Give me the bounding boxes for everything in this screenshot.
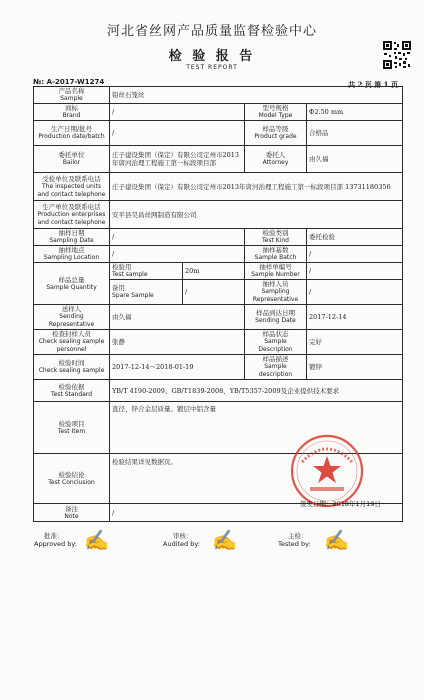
sampling-rep-label: 抽样人员 Sampling Representative [245,280,307,305]
sample-batch-value: / [307,246,403,263]
production-date-value: / [110,121,245,146]
table-row [34,305,403,330]
spare-sample-label: 备用 Spare Sample [110,280,183,305]
check-time-value: 2017-12-14～2018-01-19 [110,355,245,380]
test-kind-label: 检验类别 Test Kind [245,229,307,246]
test-item-label: 检验项目 Test Item [34,402,110,454]
table-row [34,263,403,280]
sample-batch-label: 抽样基数 Sample Batch [245,246,307,263]
attorney-value: 由久福 [307,146,403,173]
table-row [34,246,403,263]
product-grade-value: 合格品 [307,121,403,146]
sample-quantity-label: 样品总量 Sample Quantity [34,263,110,305]
sample-number-label: 抽样单编号 Sample Number [245,263,307,280]
model-label: 型号规格 Model Type [245,104,307,121]
attorney-label: 委托人 Attorney [245,146,307,173]
table-row [34,229,403,246]
table-row [34,87,403,104]
sending-rep-value: 由久福 [110,305,245,330]
sampling-date-label: 抽样日期 Sampling Date [34,229,110,246]
check-time-label: 检验时间 Check sealing sample [34,355,110,380]
table-row [34,173,403,201]
inspected-unit-value: 庄子建设集团（保定）有限公司定州市2013年唐河治理工程施工第一标段项目部 13731180356 [110,173,403,201]
sample-desc2-label: 样品描述 Sample description [245,355,307,380]
model-value: Φ2.50 mm [307,104,403,121]
brand-value: / [110,104,245,121]
qr-code-icon [382,40,412,70]
report-number: №: A-2017-W1274 [33,78,105,86]
approved-by-label: 批准： Approved by: [34,532,77,548]
sample-description-value: 完好 [307,330,403,355]
producer-label: 生产单位及联系电话 Production enterprises and contact telephone [34,201,110,229]
approved-signature: ✍ [84,528,110,552]
sample-description-label: 样品状态 Sample Description [245,330,307,355]
report-title: 检 验 报 告 [168,49,256,64]
conclusion-value: 检验结果详见数据页。 [110,454,403,504]
inspected-unit-label: 受检单位及联系电话 The inspected units and contact telephone [34,173,110,201]
table-row [34,104,403,121]
signature-row [0,528,424,562]
sample-number-value: / [307,263,403,280]
production-date-label: 生产日期/批号 Production date/batch [34,121,110,146]
table-row [34,330,403,355]
audited-signature: ✍ [212,528,238,552]
sampling-rep-value: / [307,280,403,305]
conclusion-label: 检验结论 Test Conclusion [34,454,110,504]
tested-signature: ✍ [324,528,350,552]
org-name: 河北省丝网产品质量监督检验中心 [106,24,317,39]
test-standard-label: 检验依据 Test Standard [34,380,110,402]
table-row [34,355,403,380]
note-label: 备注 Note [34,504,110,522]
bailor-label: 委托单位 Bailor [34,146,110,173]
sending-date-value: 2017-12-14 [307,305,403,330]
sampling-location-value: / [110,246,245,263]
sampling-location-label: 抽样地点 Sampling Location [34,246,110,263]
sign-date: 签发日期：2018年1月19日 [300,500,381,508]
test-standard-value: YB/T 4190-2009、GB/T1839-2008、YB/T5357-2009及企业提供技术要求 [110,380,403,402]
sampling-date-value: / [110,229,245,246]
test-sample-label: 检验用 Test sample [110,263,183,280]
sample-desc2-value: 镀锌 [307,355,403,380]
tested-by-label: 主检： Tested by: [278,532,311,548]
sending-date-label: 样品到达日期 Sending Date [245,305,307,330]
producer-value: 安平县昊昌丝网制造有限公司 [110,201,403,229]
check-personnel-label: 检查封样人员 Check sealing sample personnel [34,330,110,355]
spare-sample-value: / [183,280,245,305]
page-indicator: 共 2 页 第 1 页 [348,80,398,89]
test-item-value: 直径、锌合金层质量、镀层中铝含量 [110,402,403,454]
sample-label: 产品名称 Sample [34,87,110,104]
product-grade-label: 样品等级 Product grade [245,121,307,146]
table-row [34,201,403,229]
test-sample-value: 20m [183,263,245,280]
sending-rep-label: 送样人 Sending Representative [34,305,110,330]
table-row [34,146,403,173]
sample-value: 铅丝石笼丝 [110,87,403,104]
bailor-value: 庄子建设集团（保定）有限公司定州市2013年唐河治理工程施工第一标段项目部 [110,146,245,173]
audited-by-label: 审核： Audited by: [163,532,200,548]
check-personnel-value: 张静 [110,330,245,355]
note-value: / [110,504,403,522]
table-row [34,121,403,146]
table-row [34,380,403,402]
report-subtitle: TEST REPORT [186,64,238,71]
test-kind-value: 委托检验 [307,229,403,246]
brand-label: 商标 Brand [34,104,110,121]
